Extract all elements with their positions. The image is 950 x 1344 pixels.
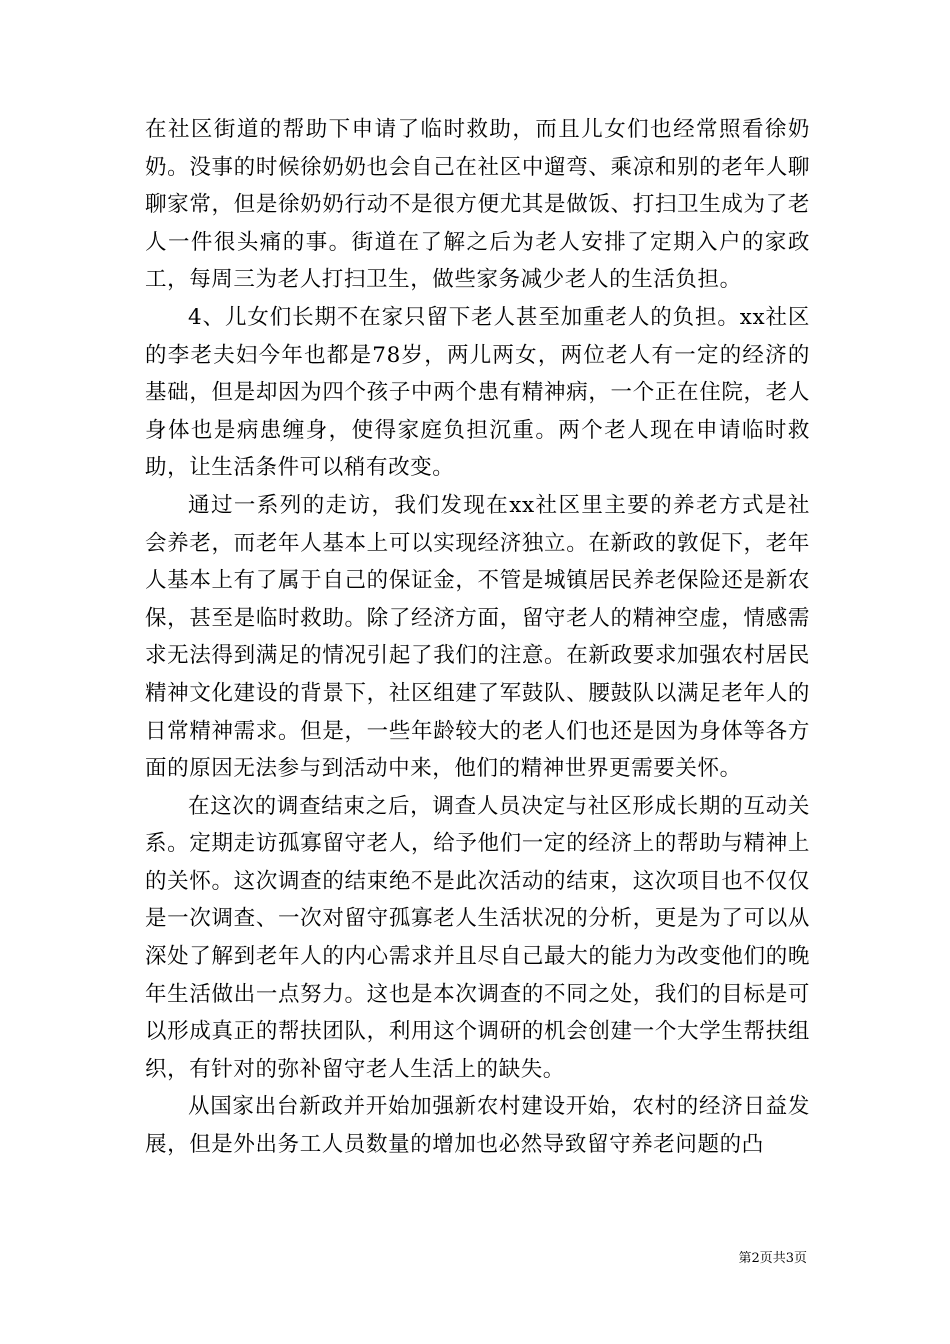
paragraph-findings: 通过一系列的走访，我们发现在xx社区里主要的养老方式是社会养老，而老年人基本上可以实现经济独立。在新政的敦促下，老年人基本上有了属于自己的保证金，不管是城镇居民养老保险还是新农保，甚至是临时救助。除了经济方面，留守老人的精神空虚，情感需求无法得到满足的情况引起了我们的注意。在新政要求加强农村居民精神文化建设的背景下，社区组建了军鼓队、腰鼓队以满足老年人的日常精神需求。但是，一些年龄较大的老人们也还是因为身体等各方面的原因无法参与到活动中来，他们的精神世界更需要关怀。 — [145, 492, 810, 782]
paragraph-conclusion: 从国家出台新政并开始加强新农村建设开始，农村的经济日益发展，但是外出务工人员数量的增加也必然导致留守养老问题的凸 — [145, 1094, 810, 1158]
page-number: 第2页共3页 — [738, 1251, 807, 1266]
paragraph-follow-up: 在这次的调查结束之后，调查人员决定与社区形成长期的互动关系。定期走访孤寡留守老人，给予他们一定的经济上的帮助与精神上的关怀。这次调查的结束绝不是此次活动的结束，这次项目也不仅仅是一次调查、一次对留守孤寡老人生活状况的分析，更是为了可以从深处了解到老年人的内心需求并且尽自己最大的能力为改变他们的晚年生活做出一点努力。这也是本次调查的不同之处，我们的目标是可以形成真正的帮扶团队，利用这个调研的机会创建一个大学生帮扶组织，有针对的弥补留守老人生活上的缺失。 — [145, 793, 810, 1082]
paragraph-continued: 在社区街道的帮助下申请了临时救助，而且儿女们也经常照看徐奶奶。没事的时候徐奶奶也会自己在社区中遛弯、乘凉和别的老年人聊聊家常，但是徐奶奶行动不是很方便尤其是做饭、打扫卫生成为了老人一件很头痛的事。街道在了解之后为老人安排了定期入户的家政工，每周三为老人打扫卫生，做些家务减少老人的生活负担。 — [145, 117, 810, 293]
document-body — [145, 111, 810, 1164]
paragraph-item-4: 4、儿女们长期不在家只留下老人甚至加重老人的负担。xx社区的李老夫妇今年也都是78岁，两儿两女，两位老人有一定的经济的基础，但是却因为四个孩子中两个患有精神病，一个正在住院，老人身体也是病患缠身，使得家庭负担沉重。两个老人现在申请临时救助，让生活条件可以稍有改变。 — [145, 304, 810, 481]
